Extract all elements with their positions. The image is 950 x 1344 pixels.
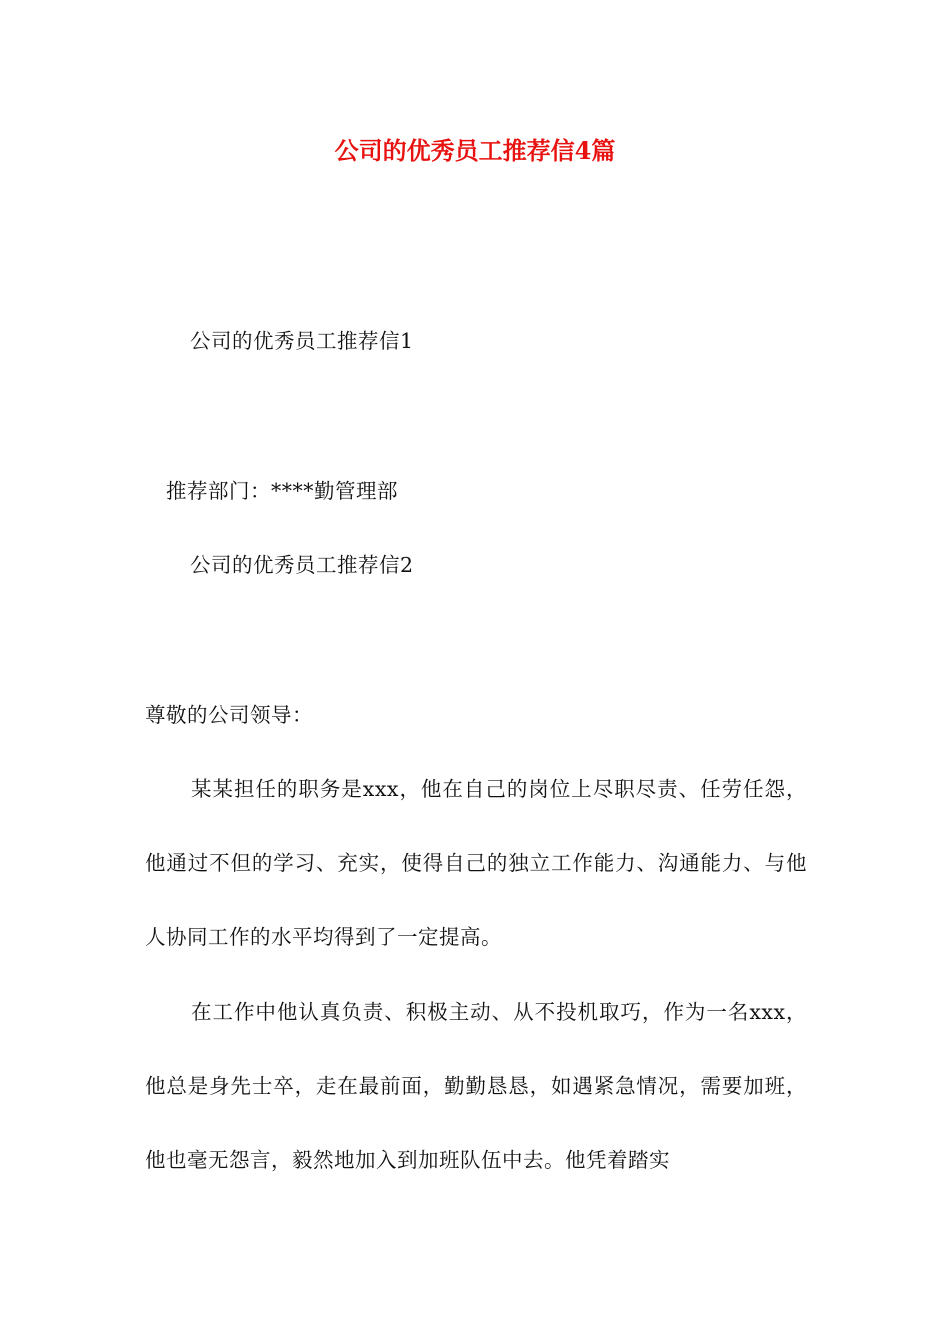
department-line: 推荐部门：****勤管理部 [166, 479, 398, 503]
letter1-heading: 公司的优秀员工推荐信1 [190, 329, 414, 353]
letter2-heading: 公司的优秀员工推荐信2 [190, 553, 414, 577]
body-paragraph-2: 在工作中他认真负责、积极主动、从不投机取巧，作为一名xxx，他总是身先士卒，走在最前面，勤勤恳恳，如遇紧急情况，需要加班，他也毫无怨言，毅然地加入到加班队伍中去。他凭着踏实 [145, 1000, 807, 1172]
body-paragraph-1: 某某担任的职务是xxx，他在自己的岗位上尽职尽责、任劳任怨，他通过不但的学习、充实，使得自己的独立工作能力、沟通能力、与他人协同工作的水平均得到了一定提高。 [145, 777, 807, 949]
document-title: 公司的优秀员工推荐信4篇 [334, 136, 616, 165]
salutation: 尊敬的公司领导： [145, 703, 313, 727]
